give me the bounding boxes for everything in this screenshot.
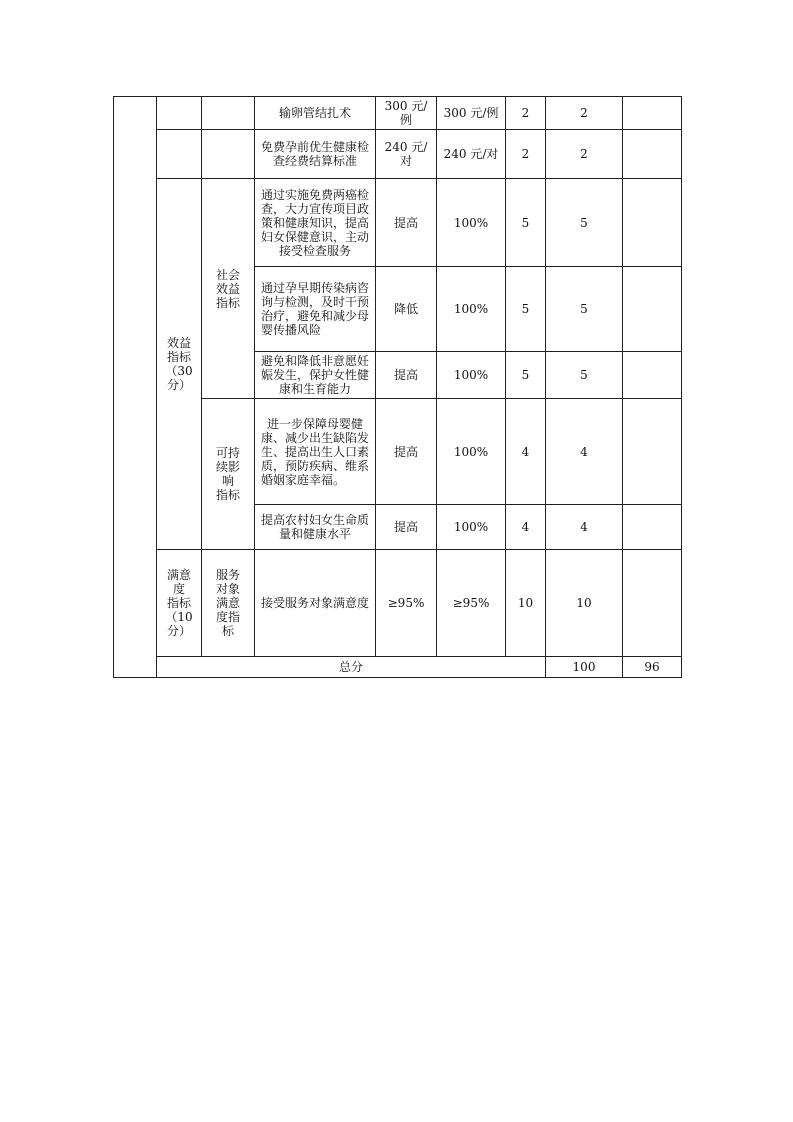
actual-value-cell: 100% [437,267,506,352]
satisfaction-indicator-label: 满意 度 指标 （10 分） [157,550,202,657]
weight-cell: 2 [506,130,546,179]
performance-evaluation-table [113,96,682,678]
benefit-indicator-label: 效益 指标 （30 分） [157,179,202,550]
actual-value-cell: 100% [437,352,506,399]
weight-cell: 2 [506,97,546,130]
note-cell [623,399,682,505]
empty-third-level-cell [202,130,255,179]
weight-cell: 5 [506,267,546,352]
score-cell: 2 [546,130,623,179]
note-cell [623,352,682,399]
actual-value-cell: 100% [437,399,506,505]
score-cell: 4 [546,399,623,505]
empty-second-level-cell [157,97,202,130]
weight-cell: 4 [506,399,546,505]
table-row [114,97,682,130]
note-cell [623,130,682,179]
indicator-cell: 接受服务对象满意度 [255,550,376,657]
indicator-cell: 避免和降低非意愿妊娠发生，保护女性健康和生育能力 [255,352,376,399]
note-cell [623,179,682,267]
score-cell: 2 [546,97,623,130]
target-value-cell: 提高 [376,399,437,505]
target-value-cell: 提高 [376,505,437,550]
target-value-cell: 240 元/对 [376,130,437,179]
indicator-cell: 进一步保障母婴健康、减少出生缺陷发生、提高出生人口素质，预防疾病、维系婚姻家庭幸福。 [255,399,376,505]
weight-cell: 5 [506,352,546,399]
score-cell: 5 [546,179,623,267]
indicator-cell: 提高农村妇女生命质量和健康水平 [255,505,376,550]
actual-value-cell: 300 元/例 [437,97,506,130]
indicator-cell: 输卵管结扎术 [255,97,376,130]
service-satisfaction-indicator-label: 服务 对象 满意 度指 标 [202,550,255,657]
sustainable-impact-indicator-label: 可持 续影 响 指标 [202,399,255,550]
note-cell [623,550,682,657]
score-cell: 4 [546,505,623,550]
weight-cell: 4 [506,505,546,550]
total-label: 总分 [157,657,546,678]
indicator-cell: 通过实施免费两癌检查，大力宣传项目政策和健康知识，提高妇女保健意识，主动接受检查服务 [255,179,376,267]
note-cell [623,267,682,352]
indicator-cell: 通过孕早期传染病咨询与检测，及时干预治疗，避免和减少母婴传播风险 [255,267,376,352]
empty-third-level-cell [202,97,255,130]
actual-value-cell: 100% [437,505,506,550]
score-cell: 5 [546,267,623,352]
note-cell [623,505,682,550]
score-cell: 10 [546,550,623,657]
total-weight: 100 [546,657,623,678]
empty-second-level-cell [157,130,202,179]
weight-cell: 5 [506,179,546,267]
social-benefit-indicator-label: 社会 效益 指标 [202,179,255,399]
target-value-cell: 提高 [376,179,437,267]
actual-value-cell: 100% [437,179,506,267]
empty-first-level-cell [114,97,157,678]
target-value-cell: 提高 [376,352,437,399]
total-score: 96 [623,657,682,678]
score-cell: 5 [546,352,623,399]
indicator-cell: 免费孕前优生健康检查经费结算标准 [255,130,376,179]
total-row [114,657,682,678]
table-row [114,179,682,267]
note-cell [623,97,682,130]
actual-value-cell: 240 元/对 [437,130,506,179]
table-row [114,550,682,657]
target-value-cell: ≥95% [376,550,437,657]
target-value-cell: 300 元/例 [376,97,437,130]
actual-value-cell: ≥95% [437,550,506,657]
target-value-cell: 降低 [376,267,437,352]
weight-cell: 10 [506,550,546,657]
table-row [114,130,682,179]
